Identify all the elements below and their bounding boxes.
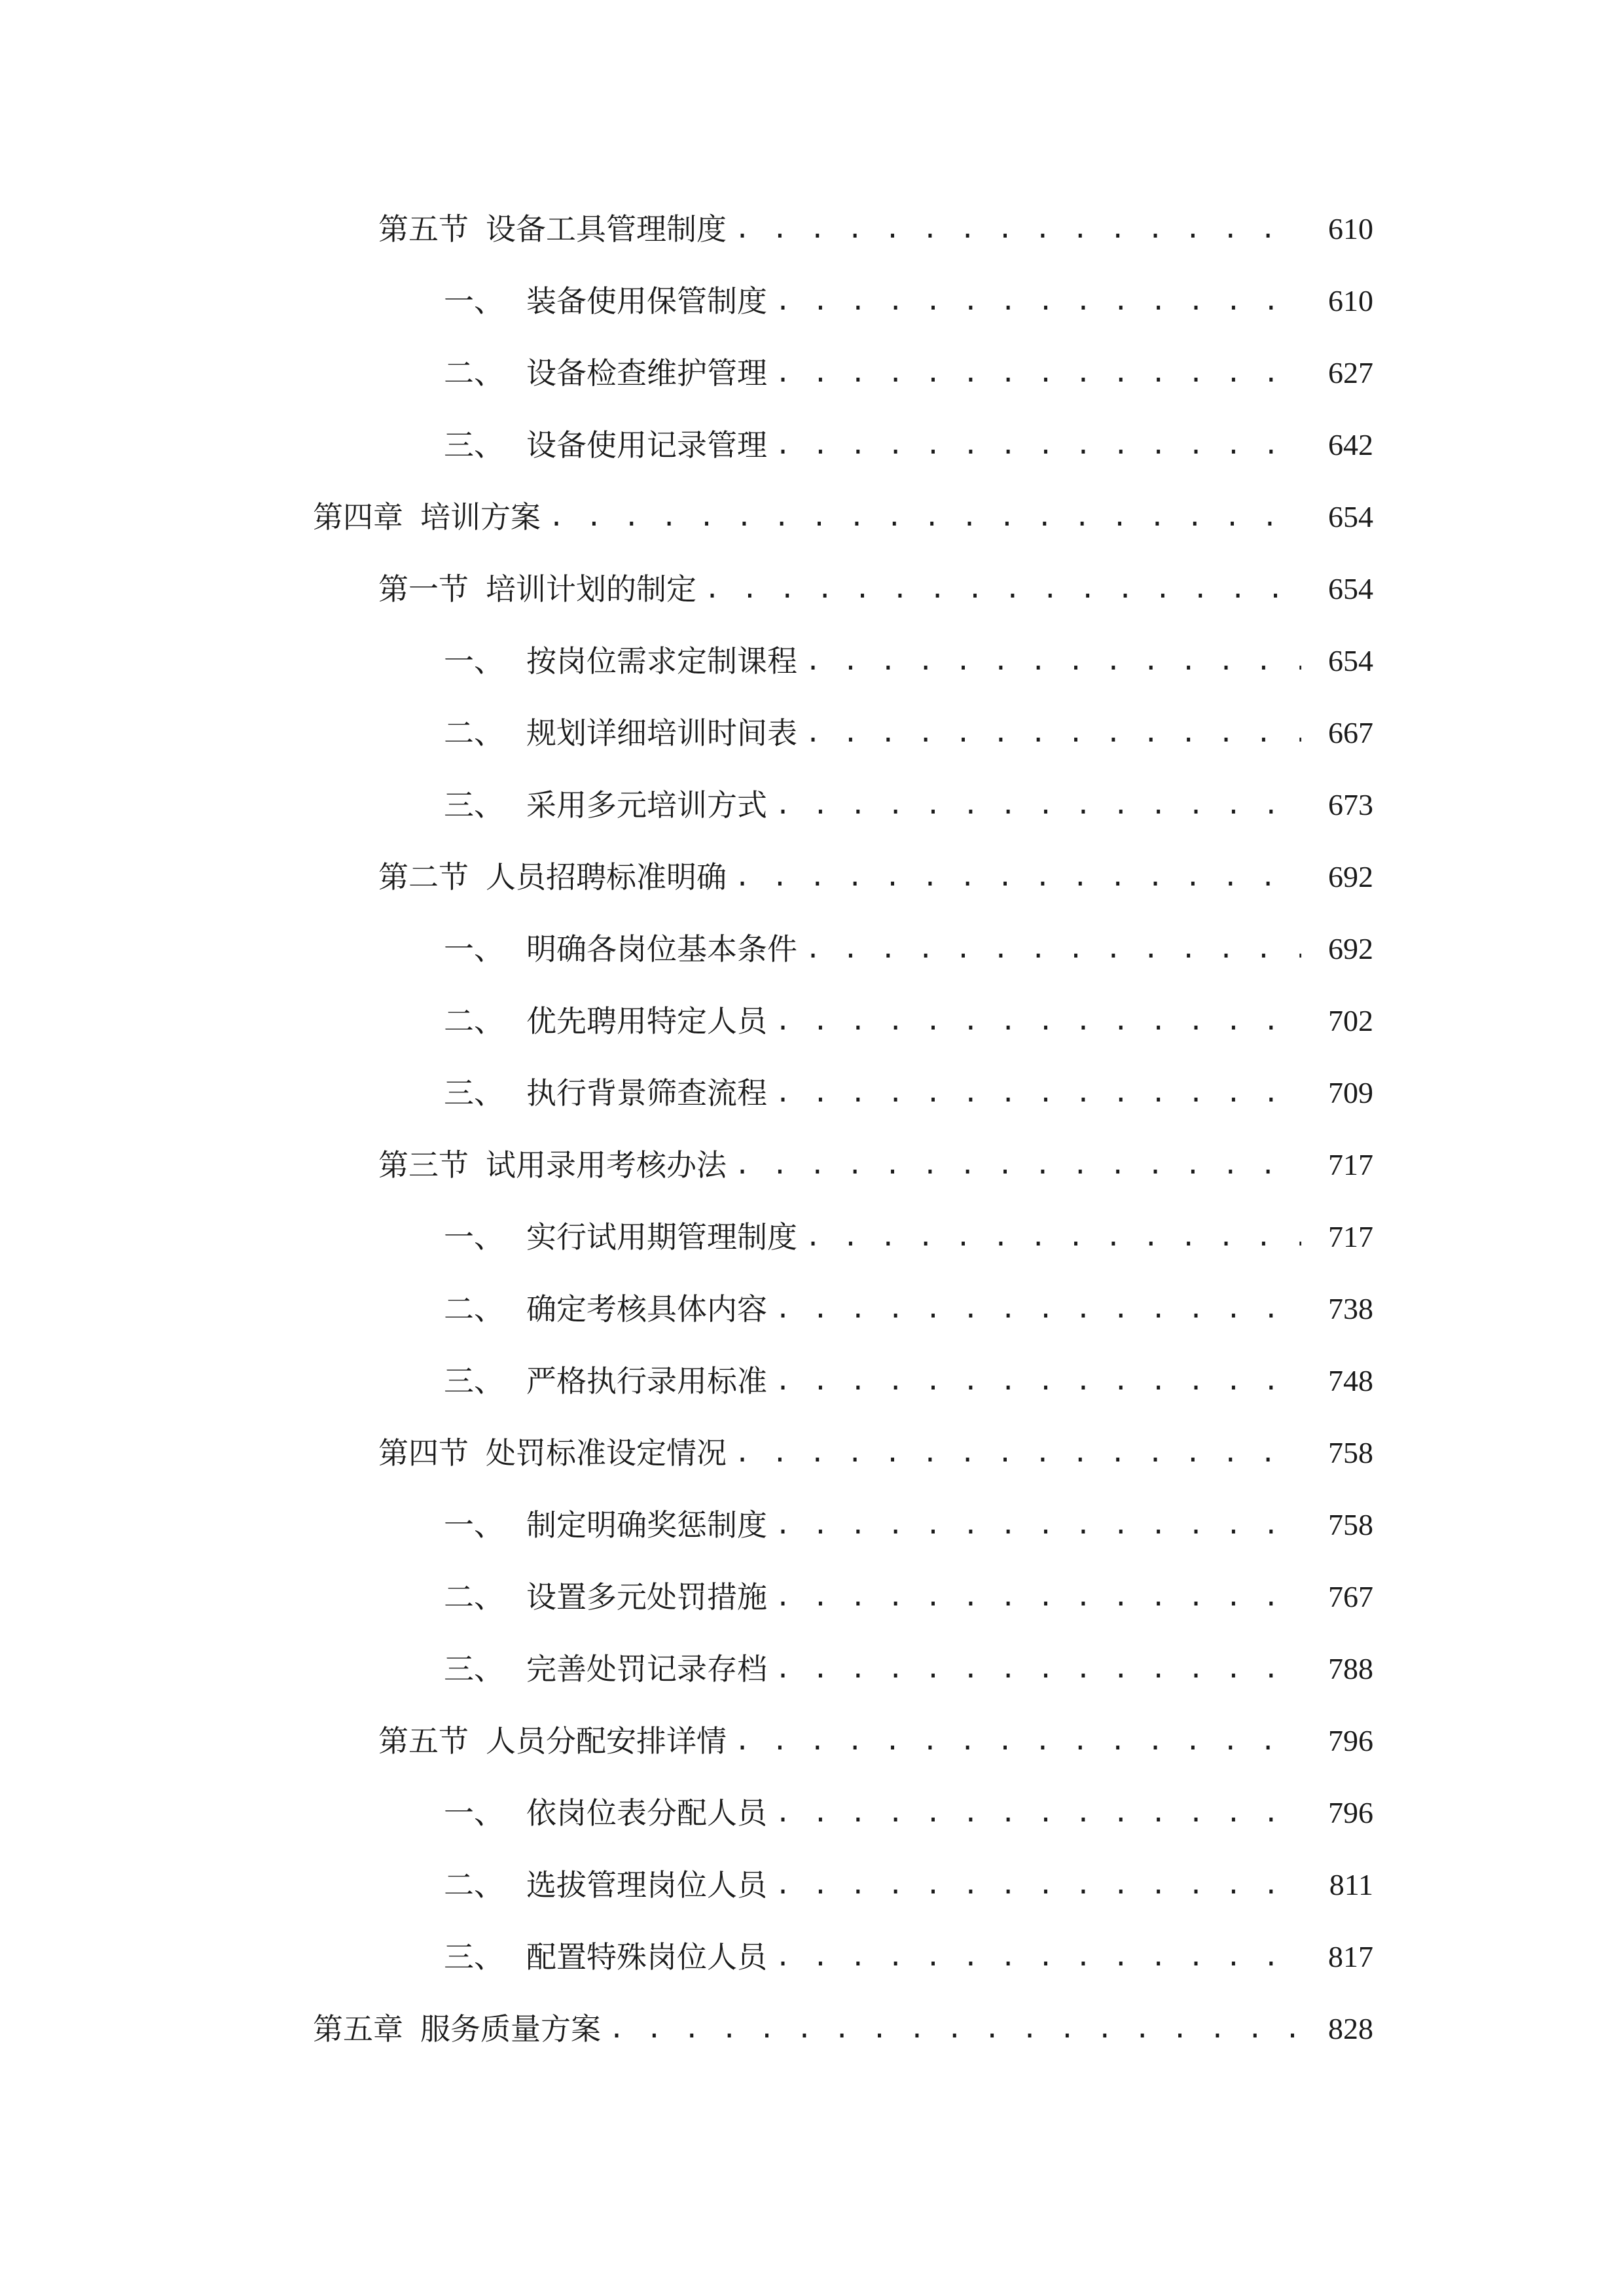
toc-entry-page-number: 667 — [1328, 716, 1373, 749]
toc-entry-number: 第四章 — [313, 499, 403, 535]
dot-leader — [734, 851, 1301, 903]
toc-entry[interactable] — [444, 1355, 1373, 1407]
dot-leader — [734, 1715, 1301, 1767]
dot-leader — [734, 1427, 1301, 1479]
toc-entry[interactable] — [444, 1931, 1373, 1983]
toc-entry-number: 一、 — [444, 1795, 504, 1831]
toc-entry[interactable] — [444, 1211, 1373, 1263]
toc-entry[interactable] — [378, 203, 1373, 255]
toc-entry-page-number: 627 — [1328, 356, 1373, 389]
toc-entry-title: 规划详细培训时间表 — [526, 715, 797, 751]
dot-leader — [775, 1499, 1301, 1551]
toc-entry-number: 第五章 — [313, 2011, 403, 2047]
toc-entry-page-number: 654 — [1328, 500, 1373, 533]
toc-entry-page-number: 654 — [1328, 572, 1373, 605]
dot-leader — [775, 275, 1301, 327]
toc-entry[interactable] — [378, 1715, 1373, 1767]
toc-entry[interactable] — [313, 491, 1373, 543]
dot-leader — [775, 1571, 1301, 1623]
toc-entry-number: 三、 — [444, 427, 504, 463]
dot-leader — [775, 1643, 1301, 1695]
dot-leader — [704, 563, 1301, 615]
toc-entry-page-number: 788 — [1328, 1652, 1373, 1685]
toc-entry-number: 一、 — [444, 283, 504, 319]
dot-leader — [609, 2003, 1301, 2055]
toc-entry-title: 人员分配安排详情 — [486, 1723, 727, 1759]
toc-entry-title: 制定明确奖惩制度 — [526, 1507, 767, 1543]
dot-leader — [734, 203, 1301, 255]
toc-entry-number: 二、 — [444, 1003, 504, 1039]
toc-entry-number: 一、 — [444, 643, 504, 679]
toc-entry[interactable] — [444, 707, 1373, 759]
toc-entry-title: 依岗位表分配人员 — [526, 1795, 767, 1831]
toc-entry-number: 二、 — [444, 1579, 504, 1615]
toc-entry-number: 一、 — [444, 931, 504, 967]
toc-entry-page-number: 796 — [1328, 1724, 1373, 1757]
toc-entry-page-number: 738 — [1328, 1292, 1373, 1325]
toc-entry-title: 明确各岗位基本条件 — [526, 931, 797, 967]
toc-entry-title: 设置多元处罚措施 — [526, 1579, 767, 1615]
dot-leader — [734, 1139, 1301, 1191]
toc-entry-page-number: 610 — [1328, 284, 1373, 317]
toc-entry-title: 完善处罚记录存档 — [526, 1651, 767, 1687]
toc-entry-number: 第二节 — [378, 859, 469, 895]
toc-entry-title: 人员招聘标准明确 — [486, 859, 727, 895]
dot-leader — [775, 347, 1301, 399]
toc-entry-page-number: 717 — [1328, 1148, 1373, 1181]
toc-entry-number: 二、 — [444, 1867, 504, 1903]
toc-entry[interactable] — [313, 2003, 1373, 2055]
toc-entry-title: 培训计划的制定 — [486, 571, 696, 607]
toc-entry-number: 第五节 — [378, 1723, 469, 1759]
toc-entry-page-number: 828 — [1328, 2012, 1373, 2045]
toc-entry[interactable] — [378, 563, 1373, 615]
toc-entry[interactable] — [378, 1427, 1373, 1479]
dot-leader — [805, 1211, 1301, 1263]
toc-entry-number: 三、 — [444, 1939, 504, 1975]
toc-entry-title: 服务质量方案 — [420, 2011, 601, 2047]
toc-entry-page-number: 758 — [1328, 1508, 1373, 1541]
toc-entry-number: 第三节 — [378, 1147, 469, 1183]
toc-entry-title: 严格执行录用标准 — [526, 1363, 767, 1399]
toc-entry[interactable] — [444, 779, 1373, 831]
toc-entry-page-number: 817 — [1328, 1940, 1373, 1973]
toc-entry-number: 第一节 — [378, 571, 469, 607]
dot-leader — [775, 1283, 1301, 1335]
toc-entry-page-number: 767 — [1328, 1580, 1373, 1613]
toc-entry-title: 培训方案 — [420, 499, 541, 535]
dot-leader — [805, 635, 1301, 687]
toc-entry-page-number: 702 — [1328, 1004, 1373, 1037]
toc-entry-title: 实行试用期管理制度 — [526, 1219, 797, 1255]
dot-leader — [549, 491, 1301, 543]
toc-entry-page-number: 796 — [1328, 1796, 1373, 1829]
toc-entry-title: 确定考核具体内容 — [526, 1291, 767, 1327]
toc-entry-number: 三、 — [444, 787, 504, 823]
toc-entry-title: 执行背景筛查流程 — [526, 1075, 767, 1111]
toc-entry[interactable] — [444, 923, 1373, 975]
dot-leader — [775, 419, 1301, 471]
toc-entry[interactable] — [444, 347, 1373, 399]
toc-entry[interactable] — [444, 995, 1373, 1047]
toc-entry-number: 三、 — [444, 1075, 504, 1111]
toc-entry-title: 设备工具管理制度 — [486, 211, 727, 247]
toc-entry-number: 二、 — [444, 715, 504, 751]
dot-leader — [775, 1787, 1301, 1839]
toc-entry-number: 三、 — [444, 1651, 504, 1687]
toc-entry[interactable] — [444, 1499, 1373, 1551]
toc-entry-number: 三、 — [444, 1363, 504, 1399]
toc-entry-title: 优先聘用特定人员 — [526, 1003, 767, 1039]
toc-entry[interactable] — [444, 1067, 1373, 1119]
toc-entry[interactable] — [378, 1139, 1373, 1191]
toc-entry-number: 第五节 — [378, 211, 469, 247]
toc-entry-number: 二、 — [444, 1291, 504, 1327]
dot-leader — [805, 707, 1301, 759]
toc-entry-page-number: 673 — [1328, 788, 1373, 821]
toc-entry[interactable] — [444, 275, 1373, 327]
toc-entry-number: 二、 — [444, 355, 504, 391]
toc-entry[interactable] — [378, 851, 1373, 903]
toc-entry[interactable] — [444, 1643, 1373, 1695]
toc-entry-page-number: 717 — [1328, 1220, 1373, 1253]
toc-entry-page-number: 709 — [1328, 1076, 1373, 1109]
dot-leader — [775, 995, 1301, 1047]
toc-entry-title: 按岗位需求定制课程 — [526, 643, 797, 679]
toc-entry-page-number: 642 — [1328, 428, 1373, 461]
toc-entry-title: 装备使用保管制度 — [526, 283, 767, 319]
toc-entry-page-number: 654 — [1328, 644, 1373, 677]
toc-entry-title: 选拔管理岗位人员 — [526, 1867, 767, 1903]
dot-leader — [775, 1931, 1301, 1983]
toc-entry-title: 设备检查维护管理 — [526, 355, 767, 391]
toc-entry-title: 采用多元培训方式 — [526, 787, 767, 823]
toc-entry-title: 配置特殊岗位人员 — [526, 1939, 767, 1975]
toc-entry-number: 第四节 — [378, 1435, 469, 1471]
toc-entry[interactable] — [444, 1283, 1373, 1335]
toc-entry[interactable] — [444, 635, 1373, 687]
toc-entry-page-number: 610 — [1328, 212, 1373, 245]
toc-entry-page-number: 748 — [1328, 1364, 1373, 1397]
dot-leader — [805, 923, 1301, 975]
dot-leader — [775, 1859, 1301, 1911]
toc-entry-title: 试用录用考核办法 — [486, 1147, 727, 1183]
dot-leader — [775, 1355, 1301, 1407]
dot-leader — [775, 1067, 1301, 1119]
toc-entry-page-number: 692 — [1328, 860, 1373, 893]
toc-entry-page-number: 758 — [1328, 1436, 1373, 1469]
toc-entry[interactable] — [444, 1859, 1373, 1911]
toc-entry-title: 处罚标准设定情况 — [486, 1435, 727, 1471]
toc-entry-page-number: 692 — [1328, 932, 1373, 965]
toc-entry-number: 一、 — [444, 1219, 504, 1255]
toc-entry[interactable] — [444, 1787, 1373, 1839]
toc-entry-number: 一、 — [444, 1507, 504, 1543]
toc-entry-title: 设备使用记录管理 — [526, 427, 767, 463]
dot-leader — [775, 779, 1301, 831]
toc-entry[interactable] — [444, 1571, 1373, 1623]
toc-entry[interactable] — [444, 419, 1373, 471]
toc-entry-page-number: 811 — [1329, 1868, 1373, 1901]
